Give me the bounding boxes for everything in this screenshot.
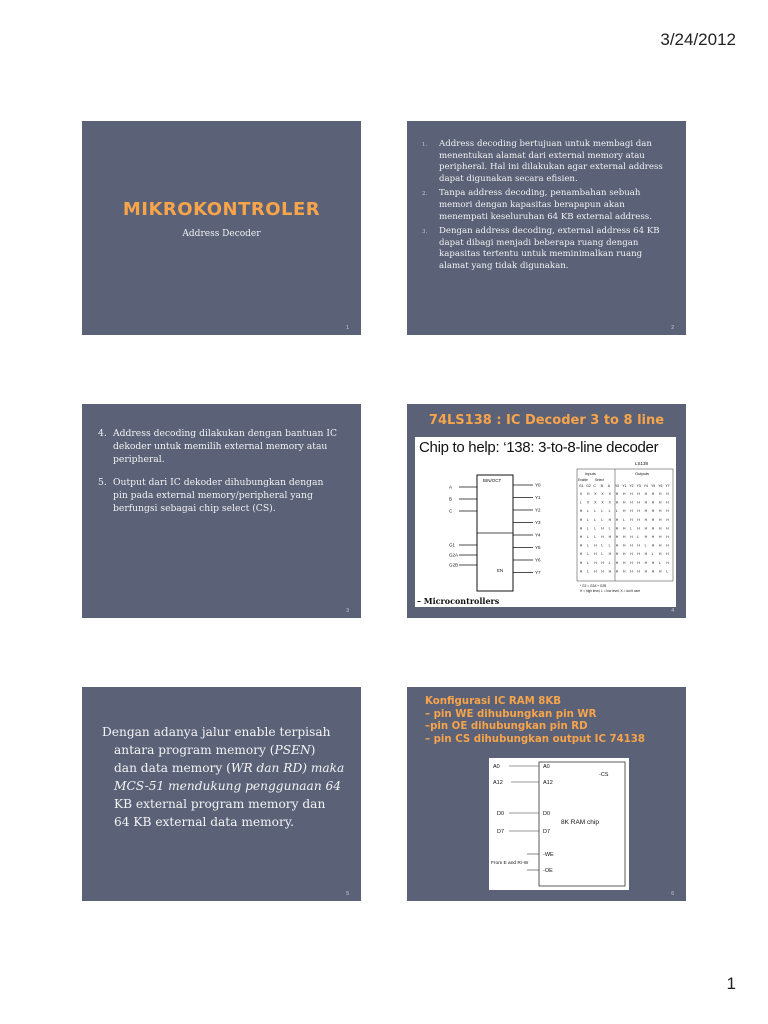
truth-table-cell: H [644,526,648,531]
truth-table-cell: H [651,560,655,565]
truth-table-cell: H [601,535,604,539]
truth-table-cell: H [623,500,626,505]
truth-table-column-header: Y4 [643,484,648,488]
select-header: Select [595,478,604,482]
slide-4-74ls138 [407,404,686,618]
truth-table-cell: H [579,509,583,514]
truth-table-cell: L [608,560,611,565]
page-number: 1 [726,974,736,993]
truth-table-cell: L [666,569,669,574]
truth-table-cell: H [615,517,619,522]
chip-output-label: Y0 [535,482,541,488]
truth-table-cell: H [637,569,640,574]
truth-table-cell: L [615,509,618,514]
truth-table-cell: L [601,509,604,514]
truth-table-cell: X [608,500,611,505]
truth-table-cell: L [630,526,633,531]
truth-table-cell: L [579,500,582,505]
truth-table-cell: L [587,509,589,514]
truth-table-cell: H [644,560,648,565]
list-marker: 5. [98,477,107,488]
truth-table-cell: H [630,500,633,505]
truth-table-cell: H [666,526,669,531]
truth-table-cell: H [630,517,633,522]
truth-table-cell: H [594,543,597,548]
inputs-header: Inputs [585,471,596,476]
truth-table-cell: H [608,535,612,539]
truth-table-cell: H [659,517,662,522]
truth-table-cell: H [651,569,655,574]
list-marker: 4. [98,428,107,439]
decoder-diagram [415,437,676,607]
truth-table-column-header: Y1 [622,484,627,488]
ram-chip-diagram [489,758,629,890]
truth-table-cell: X [587,500,590,505]
truth-table-cell: H [579,535,583,539]
list-text: Address decoding dilakukan dengan bantuan IC dekoder untuk memilih external memory atau peripheral. [113,428,338,465]
truth-table-cell: L [587,569,589,574]
slide-title: MIKROKONTROLER [122,199,321,220]
body-line: MCS-51 mendukung penggunaan 64 [114,779,342,793]
chip-output-label: Y3 [535,520,541,525]
truth-table-cell: L [587,543,589,548]
truth-table-cell: H [666,492,669,496]
slide-2-address-decoding [407,121,686,335]
svg-text:D7: D7 [543,829,551,835]
psen-label: PSEN [274,743,311,757]
chip-input-label: B [449,496,453,502]
truth-table-cell: H [579,569,583,574]
truth-table-cell: X [608,492,611,496]
truth-table-column-header: G1 [579,484,584,488]
chip-output-label: Y6 [535,557,541,563]
chip-outputs [513,483,541,576]
truth-table-cell: H [594,560,597,565]
truth-table-cell: H [579,517,583,522]
body-line: antara program memory (PSEN) [114,743,316,757]
truth-table-cell: H [644,552,648,557]
truth-table-cell: L [608,543,611,548]
slide-number: 6 [671,891,674,897]
truth-table-cell: H [615,552,619,557]
list-text: Tanpa address decoding, penambahan sebuah memori dengan kapasitas berapapun akan menempati keseluruhan 64 KB external address. [439,188,652,222]
list-item [422,226,670,272]
truth-table-cell: L [587,526,589,531]
truth-table-cell: L [594,526,597,531]
truth-table-cell: H [666,509,669,514]
truth-table-cell: X [579,492,583,496]
truth-table-cell: H [623,560,626,565]
truth-table-cell: H [630,535,633,539]
truth-table-cell: H [651,535,655,539]
truth-table-cell: H [579,552,583,557]
svg-text:A12: A12 [543,780,553,786]
title-line: –pin OE dihubungkan pin RD [425,721,588,733]
truth-table-cell: H [594,569,597,574]
truth-table-cell: H [615,526,619,531]
truth-table-cell: H [659,569,662,574]
truth-table-cell: H [637,509,640,514]
slide-number: 3 [346,608,349,614]
truth-table-cell: L [587,560,589,565]
truth-table-cell: H [623,543,626,548]
truth-table-cell: H [644,509,648,514]
truth-table-cell: L [644,543,647,548]
title-line: – pin CS dihubungkan output IC 74138 [425,733,645,745]
truth-table-cell: H [594,552,597,557]
truth-table-column-header: Y2 [629,484,634,488]
list-item [98,476,338,515]
truth-table-cell: H [608,517,612,522]
truth-table-cell: H [579,543,583,548]
truth-table-cell: L [659,560,661,565]
truth-table-cell: X [601,500,604,505]
outputs-header: Outputs [635,471,650,476]
svg-text:A0: A0 [543,764,550,770]
truth-table-cell: H [637,560,640,565]
title-line: – pin WE dihubungkan pin WR [425,708,597,720]
truth-table-cell: H [630,492,633,496]
truth-table-cell: H [601,560,604,565]
truth-table-cell: H [659,526,662,531]
truth-table-cell: L [601,552,604,557]
truth-table-cell: H [630,552,633,557]
truth-table-cell: H [651,492,655,496]
truth-table-cell: H [615,560,619,565]
slide-subtitle: Address Decoder [182,229,261,239]
svg-text:-CS: -CS [599,772,609,778]
list-text: Address decoding bertujuan untuk membagi dan menentukan alamat dari external memory atau peripheral. Hal ini dilakukan agar external address dapat digunakan secara efisien. [439,139,663,184]
truth-table-cell: L [608,509,611,514]
truth-table-cell: H [637,517,640,522]
truth-table-cell: H [587,492,590,496]
truth-table-cell: H [644,517,648,522]
truth-table-cell: H [623,492,626,496]
list-item [422,188,670,223]
truth-table-cell: H [637,543,640,548]
enable-header: Enable [578,478,588,482]
svg-text:D0: D0 [497,811,505,817]
truth-table-cell: H [659,535,662,539]
truth-table-cell: L [587,517,589,522]
truth-table-cell: H [615,535,619,539]
truth-table-cell: L [594,535,597,539]
truth-table-cell: L [651,552,654,557]
truth-table-cell: L [608,526,611,531]
truth-table-cell: H [637,500,640,505]
slide-number: 1 [346,325,349,331]
truth-table-cell: H [623,535,626,539]
truth-table-cell: H [608,569,612,574]
truth-table-cell: H [659,509,662,514]
truth-table-cell: L [637,535,640,539]
truth-table-cell: H [651,509,655,514]
table-note: * G2 = G2A + G2B [580,584,607,588]
truth-table-cell: L [623,517,625,522]
truth-table-column-header: Y7 [665,484,670,488]
truth-table-cell: H [579,560,583,565]
truth-table-column-header: Y0 [615,484,620,488]
truth-table-column-header: G2 [586,484,591,488]
table-title: LS138 [635,461,649,466]
svg-text:-WE: -WE [543,852,554,858]
truth-table-cell: H [630,569,633,574]
truth-table-cell: H [615,543,619,548]
truth-table-cell: L [587,552,589,557]
truth-table-cell: X [594,492,597,496]
truth-table-cell: H [666,552,669,557]
body-line: Dengan adanya jalur enable terpisah [102,725,331,739]
truth-table-columns [579,484,670,488]
truth-table-column-header: B [600,484,603,488]
chip-label: BIN/OCT [483,478,502,483]
truth-table-column-header: A [607,484,611,488]
truth-table-cell: L [601,543,604,548]
truth-table-cell: X [601,492,604,496]
truth-table-cell: H [608,552,612,557]
list-item [422,139,670,185]
chip-input-label: G2A [449,552,459,558]
truth-table-cell: H [637,492,640,496]
truth-table-cell: H [579,526,583,531]
truth-table-column-header: C [593,484,596,488]
truth-table-cell: H [666,517,669,522]
chip-input-label: G1 [449,542,456,548]
truth-table-cell: X [594,500,597,505]
slide-body [102,723,347,831]
truth-table-cell: H [601,526,604,531]
truth-table-cell: H [659,500,662,505]
truth-table-cell: H [615,569,619,574]
figure-caption: – Microcontrollers [417,596,500,606]
slide-title: 74LS138 : IC Decoder 3 to 8 line [428,413,665,428]
chip-output-label: Y5 [535,545,541,550]
slide-number: 2 [671,325,674,331]
chip-output-label: Y1 [535,495,541,500]
list-text: Dengan address decoding, external address 64 KB dapat dibagi menjadi beberapa ruang dengan kapasitas tertentu untuk meminimalkan ruang alamat yang tidak digunakan. [439,226,660,271]
body-line: 64 KB external data memory. [114,815,294,829]
chip-inputs [449,485,477,568]
date-header: 3/24/2012 [660,30,736,49]
truth-table-column-header: Y5 [651,484,656,488]
list-marker: 1. [422,142,428,148]
list-marker: 3. [422,229,428,236]
slide-6-ram-config [407,687,686,901]
truth-table-cell: L [594,517,597,522]
chip-output-label: Y2 [535,507,541,513]
table-note: H = high level, L = low level, X = don't care [580,589,641,593]
decoder-figure [415,437,676,607]
truth-table-cell: H [666,560,669,565]
truth-table-cell: H [623,509,626,514]
svg-text:D7: D7 [497,829,505,835]
ram-chip-label: 8K RAM chip [561,819,599,826]
chip-output-label: Y4 [535,532,541,538]
truth-table-cell: H [630,543,633,548]
truth-table-cell: H [659,543,662,548]
title-line: Konfigurasi IC RAM 8KB [425,696,562,707]
slide-5-enable-lines [82,687,361,901]
slide-number: 4 [671,608,674,614]
truth-table-cell: L [601,517,604,522]
truth-table-cell: H [630,560,633,565]
truth-table-cell: H [659,552,662,557]
svg-text:A12: A12 [493,780,503,786]
truth-table-cell: H [623,569,626,574]
chip-input-label: C [449,508,453,514]
truth-table-cell: H [651,500,655,505]
truth-table-cell: L [587,535,589,539]
truth-table-cell: H [637,526,640,531]
list-text: Output dari IC dekoder dihubungkan dengan pin pada external memory/peripheral yang berfungsi sebagai chip select (CS). [113,477,324,514]
svg-text:D0: D0 [543,811,551,817]
truth-table-cell: H [644,535,648,539]
truth-table-cell: H [666,500,669,505]
list-item [98,427,338,466]
truth-table-cell: H [644,500,648,505]
slide-1-title [82,121,361,335]
truth-table-cell: H [630,509,633,514]
truth-table-cell: H [637,552,640,557]
truth-table-cell: H [651,517,655,522]
truth-table-cell: H [644,569,648,574]
numbered-list [422,139,670,276]
truth-table-cell: H [615,500,619,505]
truth-table-cell: H [651,543,655,548]
truth-table-cell: H [623,526,626,531]
truth-table-cell: H [666,535,669,539]
slide-3-ic-decoder [82,404,361,618]
list-marker: 2. [422,191,428,198]
truth-table-rows [580,492,669,573]
truth-table-column-header: Y3 [636,484,641,488]
body-line: KB external program memory dan [114,797,326,811]
body-line: dan data memory (WR dan RD) maka [114,761,345,775]
truth-table-cell: H [666,543,669,548]
chip-input-label: A [449,484,453,490]
figure-heading: Chip to help: ‘138: 3-to-8-line decoder [419,439,659,456]
truth-table-cell: H [615,492,619,496]
chip-output-label: Y7 [535,570,541,575]
slide-title [425,696,645,746]
svg-text:A0: A0 [493,764,500,770]
slide-number: 5 [346,891,349,897]
numbered-list [98,427,338,525]
truth-table-cell: L [594,509,597,514]
chip-input-label: G2B [449,562,459,568]
from-label: From E and R/-W [491,861,529,866]
truth-table-cell: H [651,526,655,531]
truth-table-cell: H [644,492,648,496]
truth-table-column-header: Y6 [658,484,663,488]
truth-table-cell: H [659,492,662,496]
truth-table-cell: H [601,569,604,574]
chip-enable-label: EN [497,568,504,573]
svg-text:-OE: -OE [543,868,553,874]
truth-table-cell: H [623,552,626,557]
